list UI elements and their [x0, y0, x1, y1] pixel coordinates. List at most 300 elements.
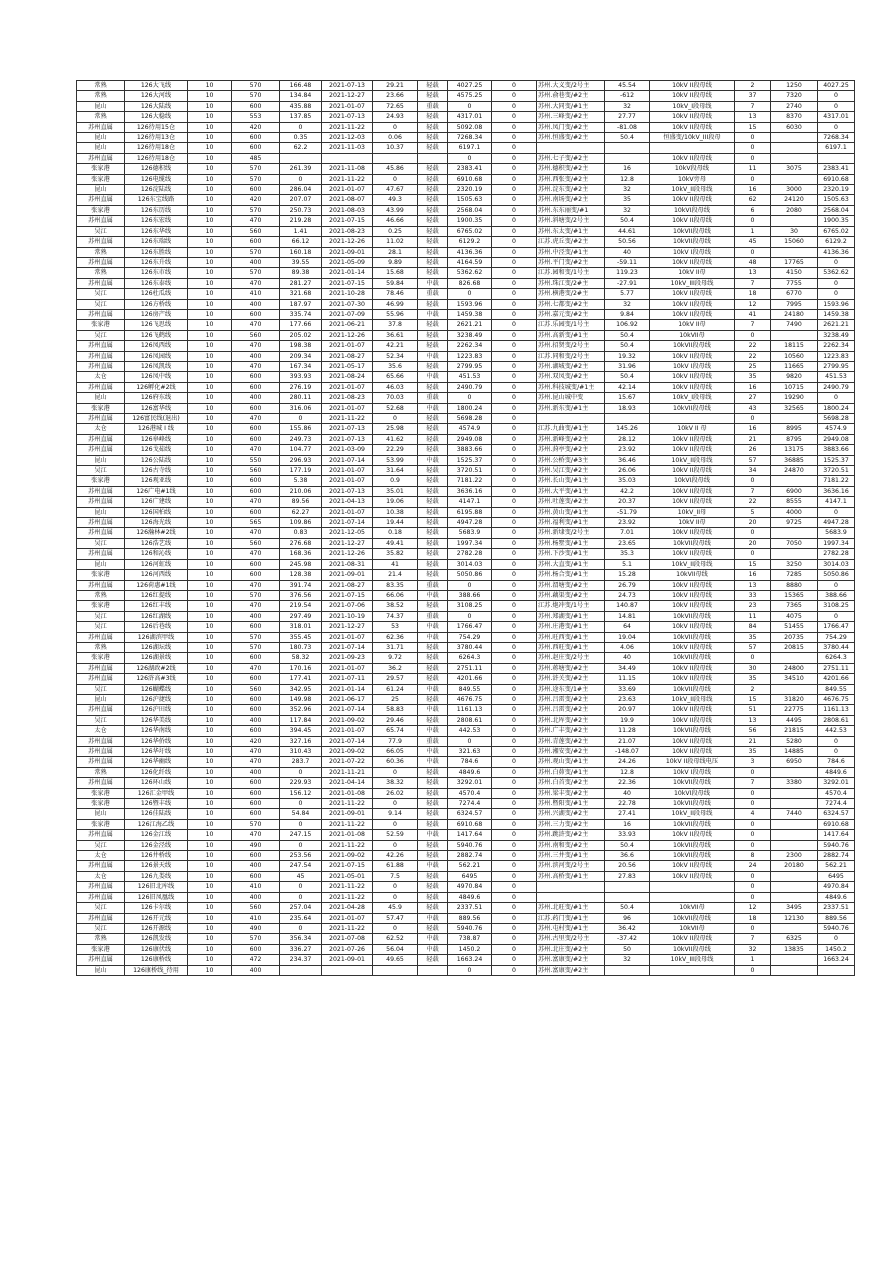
- cell-load-rate: 31.71: [373, 642, 418, 652]
- cell-bus-section: 10kV II段母线: [650, 112, 735, 122]
- cell-margin: 2882.74: [448, 851, 492, 861]
- cell-load-status: 轻载: [418, 226, 448, 236]
- cell-load-rate: 10.37: [373, 143, 418, 153]
- cell-count: 0: [735, 528, 771, 538]
- cell-user-capacity: 7365: [771, 601, 818, 611]
- table-row: [77, 361, 855, 371]
- cell-load-status: 中载: [418, 913, 448, 923]
- cell-date: 2021-11-22: [322, 892, 373, 902]
- cell-substation: 苏州.南场变/#2主: [537, 195, 605, 205]
- cell-capacity: 600: [232, 809, 280, 819]
- cell-capacity: 470: [232, 580, 280, 590]
- cell-count: 35: [735, 632, 771, 642]
- cell-load-rate: 24.93: [373, 112, 418, 122]
- cell-load-rate: 0: [373, 767, 418, 777]
- cell-voltage: 10: [188, 278, 232, 288]
- cell-remaining: 4970.84: [818, 882, 855, 892]
- cell-margin: 6129.2: [448, 237, 492, 247]
- cell-count: 20: [735, 538, 771, 548]
- cell-user-capacity: 19290: [771, 393, 818, 403]
- cell-user-capacity: 20180: [771, 861, 818, 871]
- table-row: [77, 164, 855, 174]
- cell-load-rate: 52.68: [373, 403, 418, 413]
- cell-load-status: 轻载: [418, 538, 448, 548]
- cell-substation: 苏州.葑亭变/#2主: [537, 445, 605, 455]
- cell-count: 1: [735, 226, 771, 236]
- cell-load: 335.74: [280, 309, 322, 319]
- cell-load-rate: 65.74: [373, 726, 418, 736]
- cell-remaining: 3883.66: [818, 445, 855, 455]
- cell-load: 280.11: [280, 393, 322, 403]
- table-row: [77, 913, 855, 923]
- cell-margin: 2808.61: [448, 715, 492, 725]
- cell-load: 62.27: [280, 507, 322, 517]
- cell-col-10: 0: [492, 809, 537, 819]
- table-row: [77, 788, 855, 798]
- cell-remaining: 5940.76: [818, 923, 855, 933]
- cell-load: 109.86: [280, 518, 322, 528]
- cell-date: 2021-07-30: [322, 299, 373, 309]
- cell-load-status: 轻载: [418, 164, 448, 174]
- cell-capacity: 470: [232, 757, 280, 767]
- cell-voltage: 10: [188, 851, 232, 861]
- cell-bus-section: 10kV II段母线: [650, 705, 735, 715]
- cell-count: 16: [735, 424, 771, 434]
- cell-col-10: 0: [492, 871, 537, 881]
- cell-load-status: 轻载: [418, 91, 448, 101]
- cell-load-rate: 52.59: [373, 830, 418, 840]
- cell-date: 2021-12-26: [322, 330, 373, 340]
- cell-user-capacity: 14885: [771, 747, 818, 757]
- cell-line-name: 126观亚线: [125, 476, 188, 486]
- cell-date: 2021-05-17: [322, 361, 373, 371]
- cell-region: 苏州直属: [77, 486, 125, 496]
- cell-region: 吴江: [77, 611, 125, 621]
- cell-substation: 苏州.斜塘变/2号主: [537, 216, 605, 226]
- cell-load-status: 中载: [418, 309, 448, 319]
- cell-user-capacity: 6770: [771, 289, 818, 299]
- cell-bus-section: 10kV II段母线: [650, 351, 735, 361]
- cell-transformer-margin: 23.92: [605, 518, 650, 528]
- cell-margin: 849.55: [448, 684, 492, 694]
- cell-bus-section: [650, 143, 735, 153]
- cell-bus-section: 10kV_II母: [650, 507, 735, 517]
- cell-load-rate: 29.46: [373, 715, 418, 725]
- cell-capacity: 570: [232, 205, 280, 215]
- cell-user-capacity: 8880: [771, 580, 818, 590]
- cell-user-capacity: 4150: [771, 268, 818, 278]
- cell-region: 吴江: [77, 684, 125, 694]
- cell-user-capacity: [771, 153, 818, 163]
- cell-capacity: 570: [232, 247, 280, 257]
- cell-col-10: 0: [492, 538, 537, 548]
- cell-remaining: 7181.22: [818, 476, 855, 486]
- cell-date: 2021-11-22: [322, 819, 373, 829]
- cell-capacity: 570: [232, 819, 280, 829]
- cell-substation: 苏州.下沙变/#1主: [537, 549, 605, 559]
- cell-transformer-margin: 32: [605, 101, 650, 111]
- cell-user-capacity: 7490: [771, 320, 818, 330]
- cell-region: 苏州直属: [77, 414, 125, 424]
- cell-user-capacity: [771, 788, 818, 798]
- cell-voltage: 10: [188, 559, 232, 569]
- cell-margin: 1800.24: [448, 403, 492, 413]
- cell-substation: [537, 143, 605, 153]
- cell-line-name: 126东胜线: [125, 247, 188, 257]
- cell-region: 常熟: [77, 91, 125, 101]
- cell-load-rate: 65.66: [373, 372, 418, 382]
- cell-capacity: 470: [232, 830, 280, 840]
- cell-substation: 苏州.藕渠变/#2主: [537, 590, 605, 600]
- cell-load: 356.34: [280, 934, 322, 944]
- cell-bus-section: 10kV II段母线: [650, 736, 735, 746]
- cell-voltage: 10: [188, 247, 232, 257]
- cell-line-name: 126大飞线: [125, 81, 188, 91]
- cell-voltage: 10: [188, 91, 232, 101]
- cell-transformer-margin: 11.28: [605, 726, 650, 736]
- cell-load: 198.38: [280, 341, 322, 351]
- cell-capacity: 600: [232, 871, 280, 881]
- cell-count: 22: [735, 341, 771, 351]
- cell-count: 0: [735, 767, 771, 777]
- cell-count: 21: [735, 434, 771, 444]
- cell-margin: 4201.66: [448, 674, 492, 684]
- cell-margin: 1505.63: [448, 195, 492, 205]
- cell-line-name: 126湖政#2线: [125, 663, 188, 673]
- cell-load-rate: 72.65: [373, 101, 418, 111]
- cell-bus-section: 10kV II段母线: [650, 299, 735, 309]
- cell-bus-section: 10kV II段母线: [650, 434, 735, 444]
- cell-transformer-margin: [605, 143, 650, 153]
- cell-region: 苏州直属: [77, 445, 125, 455]
- cell-load: 276.68: [280, 538, 322, 548]
- cell-load-status: 轻载: [418, 601, 448, 611]
- cell-col-10: 0: [492, 590, 537, 600]
- cell-user-capacity: 7755: [771, 278, 818, 288]
- cell-count: 15: [735, 694, 771, 704]
- cell-capacity: 560: [232, 466, 280, 476]
- cell-load-rate: 49.41: [373, 538, 418, 548]
- cell-margin: 738.87: [448, 934, 492, 944]
- cell-load-rate: 60.36: [373, 757, 418, 767]
- cell-date: 2021-07-14: [322, 705, 373, 715]
- cell-region: 苏州直属: [77, 122, 125, 132]
- cell-line-name: 126东宝线路: [125, 195, 188, 205]
- cell-count: 43: [735, 403, 771, 413]
- cell-capacity: 400: [232, 715, 280, 725]
- cell-line-name: 126佳陆线: [125, 809, 188, 819]
- cell-voltage: 10: [188, 268, 232, 278]
- cell-transformer-margin: 36.6: [605, 851, 650, 861]
- cell-margin: 1663.24: [448, 955, 492, 965]
- cell-bus-section: 10kVI段母线: [650, 788, 735, 798]
- cell-load: 0: [280, 882, 322, 892]
- cell-user-capacity: 20735: [771, 632, 818, 642]
- cell-col-10: 0: [492, 455, 537, 465]
- cell-margin: 4676.75: [448, 694, 492, 704]
- cell-load-rate: 9.89: [373, 257, 418, 267]
- cell-date: 2021-01-14: [322, 268, 373, 278]
- cell-col-10: 0: [492, 361, 537, 371]
- cell-load-status: 重载: [418, 580, 448, 590]
- cell-voltage: 10: [188, 955, 232, 965]
- cell-load-rate: 66.05: [373, 747, 418, 757]
- cell-col-10: 0: [492, 507, 537, 517]
- cell-col-10: 0: [492, 882, 537, 892]
- cell-capacity: 420: [232, 736, 280, 746]
- cell-count: 2: [735, 81, 771, 91]
- cell-load: 177.66: [280, 320, 322, 330]
- cell-substation: 苏州.白茆变/#1主: [537, 767, 605, 777]
- cell-user-capacity: 10715: [771, 382, 818, 392]
- cell-date: 2021-05-09: [322, 257, 373, 267]
- cell-region: 苏州直属: [77, 257, 125, 267]
- cell-capacity: 600: [232, 570, 280, 580]
- table-row: [77, 632, 855, 642]
- cell-load: 58.32: [280, 653, 322, 663]
- cell-region: 张家港: [77, 653, 125, 663]
- cell-substation: 苏州.嘉元变/#2主: [537, 309, 605, 319]
- cell-remaining: 562.21: [818, 861, 855, 871]
- cell-region: 常熟: [77, 247, 125, 257]
- cell-user-capacity: 22775: [771, 705, 818, 715]
- cell-voltage: 10: [188, 663, 232, 673]
- cell-bus-section: [650, 414, 735, 424]
- cell-date: 2021-09-02: [322, 715, 373, 725]
- cell-margin: 6264.3: [448, 653, 492, 663]
- cell-bus-section: 10kVII段母线: [650, 851, 735, 861]
- cell-count: 22: [735, 351, 771, 361]
- cell-line-name: 126开元线: [125, 913, 188, 923]
- cell-load: 45: [280, 871, 322, 881]
- table-row: [77, 601, 855, 611]
- cell-voltage: 10: [188, 216, 232, 226]
- cell-col-10: 0: [492, 840, 537, 850]
- cell-substation: 苏州.广丰变/#2主: [537, 726, 605, 736]
- cell-load: 0: [280, 840, 322, 850]
- cell-region: 常熟: [77, 642, 125, 652]
- cell-line-name: 126凤西线: [125, 341, 188, 351]
- table-row: [77, 205, 855, 215]
- cell-line-name: 126飞思线: [125, 320, 188, 330]
- cell-user-capacity: 4000: [771, 507, 818, 517]
- cell-col-10: 0: [492, 528, 537, 538]
- cell-margin: 6195.88: [448, 507, 492, 517]
- table-row: [77, 882, 855, 892]
- cell-region: 苏州直属: [77, 549, 125, 559]
- cell-capacity: 600: [232, 653, 280, 663]
- cell-voltage: 10: [188, 819, 232, 829]
- cell-capacity: 600: [232, 694, 280, 704]
- cell-region: 苏州直属: [77, 580, 125, 590]
- cell-load-status: 轻载: [418, 663, 448, 673]
- cell-col-10: 0: [492, 372, 537, 382]
- cell-bus-section: 10kV_II段母线: [650, 455, 735, 465]
- cell-substation: 苏州.青莲变/#2主: [537, 736, 605, 746]
- cell-user-capacity: 21815: [771, 726, 818, 736]
- cell-date: 2021-07-08: [322, 934, 373, 944]
- cell-region: 昆山: [77, 393, 125, 403]
- cell-transformer-margin: 24.26: [605, 757, 650, 767]
- cell-load-status: 中载: [418, 726, 448, 736]
- cell-col-10: 0: [492, 955, 537, 965]
- cell-bus-section: 10kV_II段母线: [650, 694, 735, 704]
- table-row: [77, 476, 855, 486]
- cell-margin: 3720.51: [448, 466, 492, 476]
- cell-load-rate: 0: [373, 840, 418, 850]
- cell-load-status: 轻载: [418, 133, 448, 143]
- cell-col-10: 0: [492, 903, 537, 913]
- cell-count: 12: [735, 299, 771, 309]
- cell-transformer-margin: 18.93: [605, 403, 650, 413]
- cell-region: 张家港: [77, 799, 125, 809]
- cell-capacity: 600: [232, 101, 280, 111]
- cell-load-status: 中载: [418, 944, 448, 954]
- cell-bus-section: 10kV II 母: [650, 424, 735, 434]
- cell-region: 吴江: [77, 715, 125, 725]
- cell-region: 苏州直属: [77, 237, 125, 247]
- cell-transformer-margin: 19.32: [605, 351, 650, 361]
- cell-transformer-margin: 7.01: [605, 528, 650, 538]
- cell-voltage: 10: [188, 143, 232, 153]
- cell-voltage: 10: [188, 226, 232, 236]
- cell-region: 吴江: [77, 903, 125, 913]
- cell-transformer-margin: 40: [605, 788, 650, 798]
- cell-load: 0: [280, 892, 322, 902]
- cell-bus-section: 10kVII段母线: [650, 653, 735, 663]
- cell-remaining: 6324.57: [818, 809, 855, 819]
- cell-bus-section: 10kVII母: [650, 923, 735, 933]
- cell-margin: 5940.76: [448, 923, 492, 933]
- cell-load: 207.07: [280, 195, 322, 205]
- cell-load-rate: 35.6: [373, 361, 418, 371]
- cell-load: 296.93: [280, 455, 322, 465]
- cell-bus-section: 10kV II段母线: [650, 934, 735, 944]
- cell-transformer-margin: 106.92: [605, 320, 650, 330]
- cell-remaining: 4570.4: [818, 788, 855, 798]
- cell-user-capacity: 6900: [771, 486, 818, 496]
- cell-load-status: 轻载: [418, 788, 448, 798]
- cell-capacity: 600: [232, 237, 280, 247]
- cell-margin: 2320.19: [448, 185, 492, 195]
- cell-date: 2021-04-13: [322, 497, 373, 507]
- table-row: [77, 455, 855, 465]
- cell-region: 昆山: [77, 965, 125, 975]
- cell-date: 2021-09-01: [322, 955, 373, 965]
- cell-user-capacity: 11665: [771, 361, 818, 371]
- cell-region: 昆山: [77, 101, 125, 111]
- cell-date: 2021-10-28: [322, 289, 373, 299]
- cell-user-capacity: [771, 143, 818, 153]
- cell-capacity: 420: [232, 195, 280, 205]
- cell-load-rate: 25.98: [373, 424, 418, 434]
- cell-count: 21: [735, 736, 771, 746]
- cell-capacity: 560: [232, 226, 280, 236]
- cell-load-rate: 52.34: [373, 351, 418, 361]
- cell-remaining: 4027.25: [818, 81, 855, 91]
- cell-user-capacity: [771, 133, 818, 143]
- cell-load: 166.48: [280, 81, 322, 91]
- cell-load: 156.12: [280, 788, 322, 798]
- cell-date: 2021-01-07: [322, 382, 373, 392]
- cell-remaining: 2262.34: [818, 341, 855, 351]
- cell-load-status: 轻载: [418, 778, 448, 788]
- cell-voltage: 10: [188, 892, 232, 902]
- cell-line-name: 126广电#1线: [125, 486, 188, 496]
- cell-load-rate: 83.35: [373, 580, 418, 590]
- cell-capacity: 553: [232, 112, 280, 122]
- cell-line-name: 126河西线: [125, 570, 188, 580]
- cell-count: 16: [735, 570, 771, 580]
- cell-voltage: 10: [188, 185, 232, 195]
- cell-substation: 苏州.德积变/#2主: [537, 164, 605, 174]
- cell-region: 苏州直属: [77, 278, 125, 288]
- cell-load-status: 中载: [418, 278, 448, 288]
- cell-substation: 苏州.吐莲变/#2主: [537, 497, 605, 507]
- cell-user-capacity: 8795: [771, 434, 818, 444]
- cell-substation: 苏州.杨合变/#1主: [537, 570, 605, 580]
- cell-col-10: 0: [492, 195, 537, 205]
- cell-load-rate: 43.99: [373, 205, 418, 215]
- cell-remaining: 0: [818, 393, 855, 403]
- cell-col-10: 0: [492, 268, 537, 278]
- cell-substation: 苏州.北庄变/#2主: [537, 944, 605, 954]
- cell-date: 2021-07-13: [322, 81, 373, 91]
- cell-substation: 江苏.虎丘变/#2主: [537, 237, 605, 247]
- cell-load: 250.73: [280, 205, 322, 215]
- cell-col-10: 0: [492, 799, 537, 809]
- cell-capacity: 470: [232, 747, 280, 757]
- table-row: [77, 570, 855, 580]
- table-row: [77, 372, 855, 382]
- cell-bus-section: 10kVII段母线: [650, 944, 735, 954]
- cell-remaining: 4201.66: [818, 674, 855, 684]
- cell-col-10: 0: [492, 726, 537, 736]
- cell-col-10: 0: [492, 382, 537, 392]
- cell-count: 7: [735, 486, 771, 496]
- cell-load-status: 轻载: [418, 195, 448, 205]
- cell-user-capacity: 24180: [771, 309, 818, 319]
- cell-count: 0: [735, 871, 771, 881]
- cell-voltage: 10: [188, 289, 232, 299]
- cell-transformer-margin: [605, 882, 650, 892]
- cell-load-rate: 58.83: [373, 705, 418, 715]
- cell-substation: 苏州.科技城变/#1主: [537, 382, 605, 392]
- cell-user-capacity: 51455: [771, 622, 818, 632]
- table-row: [77, 840, 855, 850]
- cell-bus-section: 10kV II段母线: [650, 580, 735, 590]
- cell-count: 0: [735, 653, 771, 663]
- cell-margin: 889.56: [448, 913, 492, 923]
- cell-margin: 1900.35: [448, 216, 492, 226]
- cell-region: 吴江: [77, 840, 125, 850]
- cell-substation: 苏州.北旺变/#1主: [537, 903, 605, 913]
- cell-capacity: 420: [232, 122, 280, 132]
- cell-count: 11: [735, 611, 771, 621]
- cell-line-name: 126井桥线: [125, 851, 188, 861]
- cell-user-capacity: [771, 882, 818, 892]
- cell-capacity: 560: [232, 684, 280, 694]
- cell-margin: 1417.64: [448, 830, 492, 840]
- cell-user-capacity: 7285: [771, 570, 818, 580]
- cell-voltage: 10: [188, 382, 232, 392]
- cell-load: 209.34: [280, 351, 322, 361]
- cell-count: 0: [735, 133, 771, 143]
- cell-capacity: 600: [232, 559, 280, 569]
- cell-bus-section: 10kVII段母线: [650, 726, 735, 736]
- cell-user-capacity: 8555: [771, 497, 818, 507]
- cell-transformer-margin: 23.63: [605, 694, 650, 704]
